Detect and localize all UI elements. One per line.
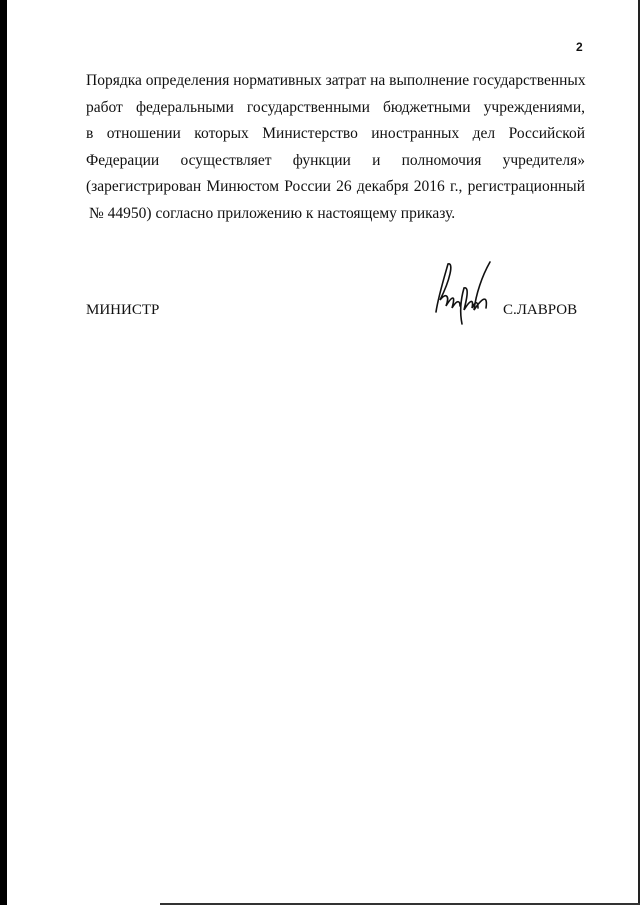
- paragraph-line: Порядка определения нормативных затрат на выполнение государственных: [86, 72, 586, 89]
- paragraph-line: в отношении которых Министерство иностранных дел Российской: [86, 125, 585, 143]
- paragraph-line: работ федеральными государственными бюджетными учреждениями,: [86, 98, 585, 116]
- page-number: 2: [576, 40, 583, 54]
- paragraph-line: № 44950) согласно приложению к настоящему приказу.: [89, 204, 456, 222]
- handwritten-signature: [430, 258, 505, 330]
- scan-border-left: [0, 0, 7, 905]
- signatory-name: С.ЛАВРОВ: [503, 302, 578, 318]
- paragraph-line: (зарегистрирован Минюстом России 26 декабря 2016 г., регистрационный: [86, 178, 585, 196]
- position-title: МИНИСТР: [86, 302, 160, 318]
- paragraph-line: Федерации осуществляет функции и полномочия учредителя»: [86, 151, 585, 169]
- paragraph: [86, 68, 585, 228]
